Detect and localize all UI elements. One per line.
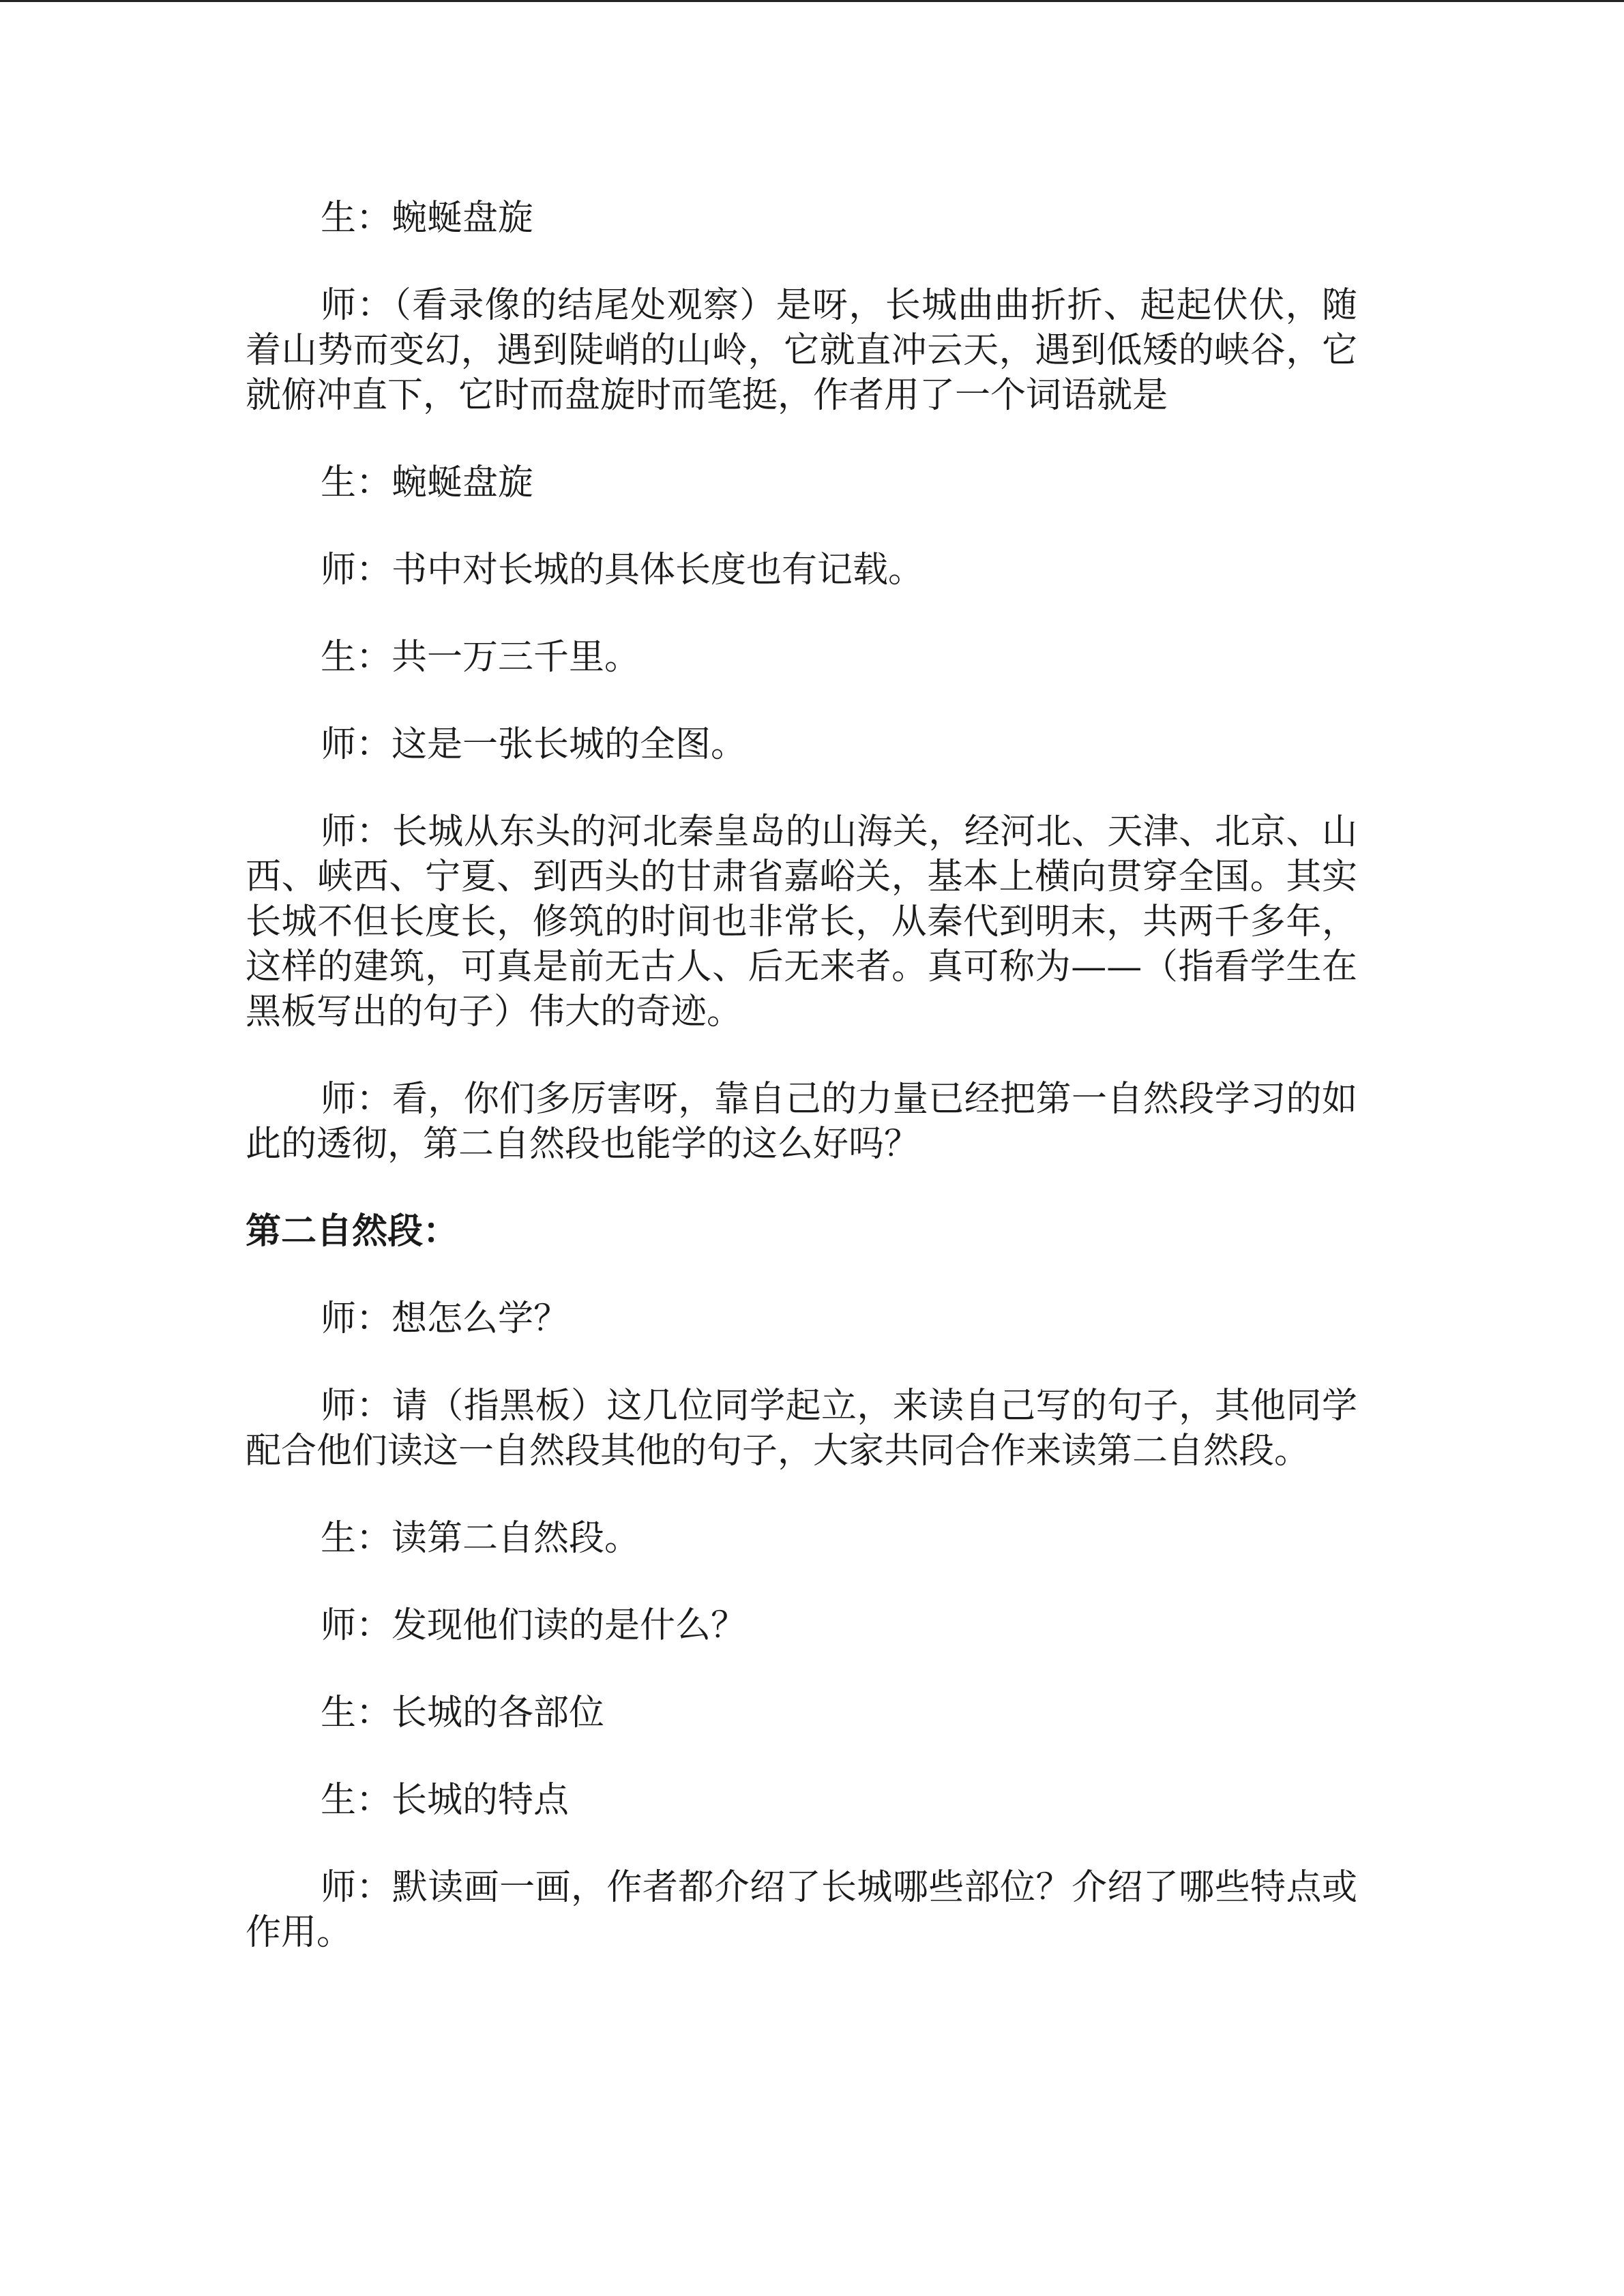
dialogue-paragraph: 师：请（指黑板）这几位同学起立，来读自己写的句子，其他同学配合他们读这一自然段其他的句子，大家共同合作来读第二自然段。 (246, 1386, 1357, 1472)
dialogue-paragraph: 生：共一万三千里。 (321, 637, 640, 678)
dialogue-paragraph: 生：长城的各部位 (321, 1693, 605, 1733)
dialogue-paragraph: 师：看，你们多厉害呀，靠自己的力量已经把第一自然段学习的如此的透彻，第二自然段也能学的这么好吗？ (246, 1079, 1357, 1165)
dialogue-paragraph: 生：读第二自然段。 (321, 1518, 640, 1559)
dialogue-paragraph: 师：这是一张长城的全图。 (321, 724, 747, 765)
dialogue-paragraph: 师：默读画一画，作者都介绍了长城哪些部位？介绍了哪些特点或作用。 (246, 1867, 1357, 1953)
dialogue-paragraph: 师：发现他们读的是什么？ (321, 1605, 747, 1646)
dialogue-paragraph: 生：长城的特点 (321, 1780, 570, 1821)
section-heading: 第二自然段： (246, 1211, 459, 1252)
document-body (246, 196, 1357, 1997)
dialogue-paragraph: 师：书中对长城的具体长度也有记载。 (321, 550, 924, 591)
dialogue-paragraph: 师：想怎么学？ (321, 1298, 570, 1339)
dialogue-paragraph: 生：蜿蜒盘旋 (321, 462, 534, 503)
dialogue-paragraph: 师：（看录像的结尾处观察）是呀，长城曲曲折折、起起伏伏，随着山势而变幻，遇到陡峭的山岭，它就直冲云天，遇到低矮的峡谷，它就俯冲直下，它时而盘旋时而笔挺，作者用了一个词语就是 (246, 285, 1357, 416)
dialogue-paragraph: 生：蜿蜒盘旋 (321, 198, 534, 239)
dialogue-paragraph: 师：长城从东头的河北秦皇岛的山海关，经河北、天津、北京、山西、峡西、宁夏、到西头的甘肃省嘉峪关，基本上横向贯穿全国。其实长城不但长度长，修筑的时间也非常长，从秦代到明末，共两千多年，这样的建筑，可真是前无古人、后无来者。真可称为——（指看学生在黑板写出的句子）伟大的奇迹。 (246, 811, 1357, 1032)
